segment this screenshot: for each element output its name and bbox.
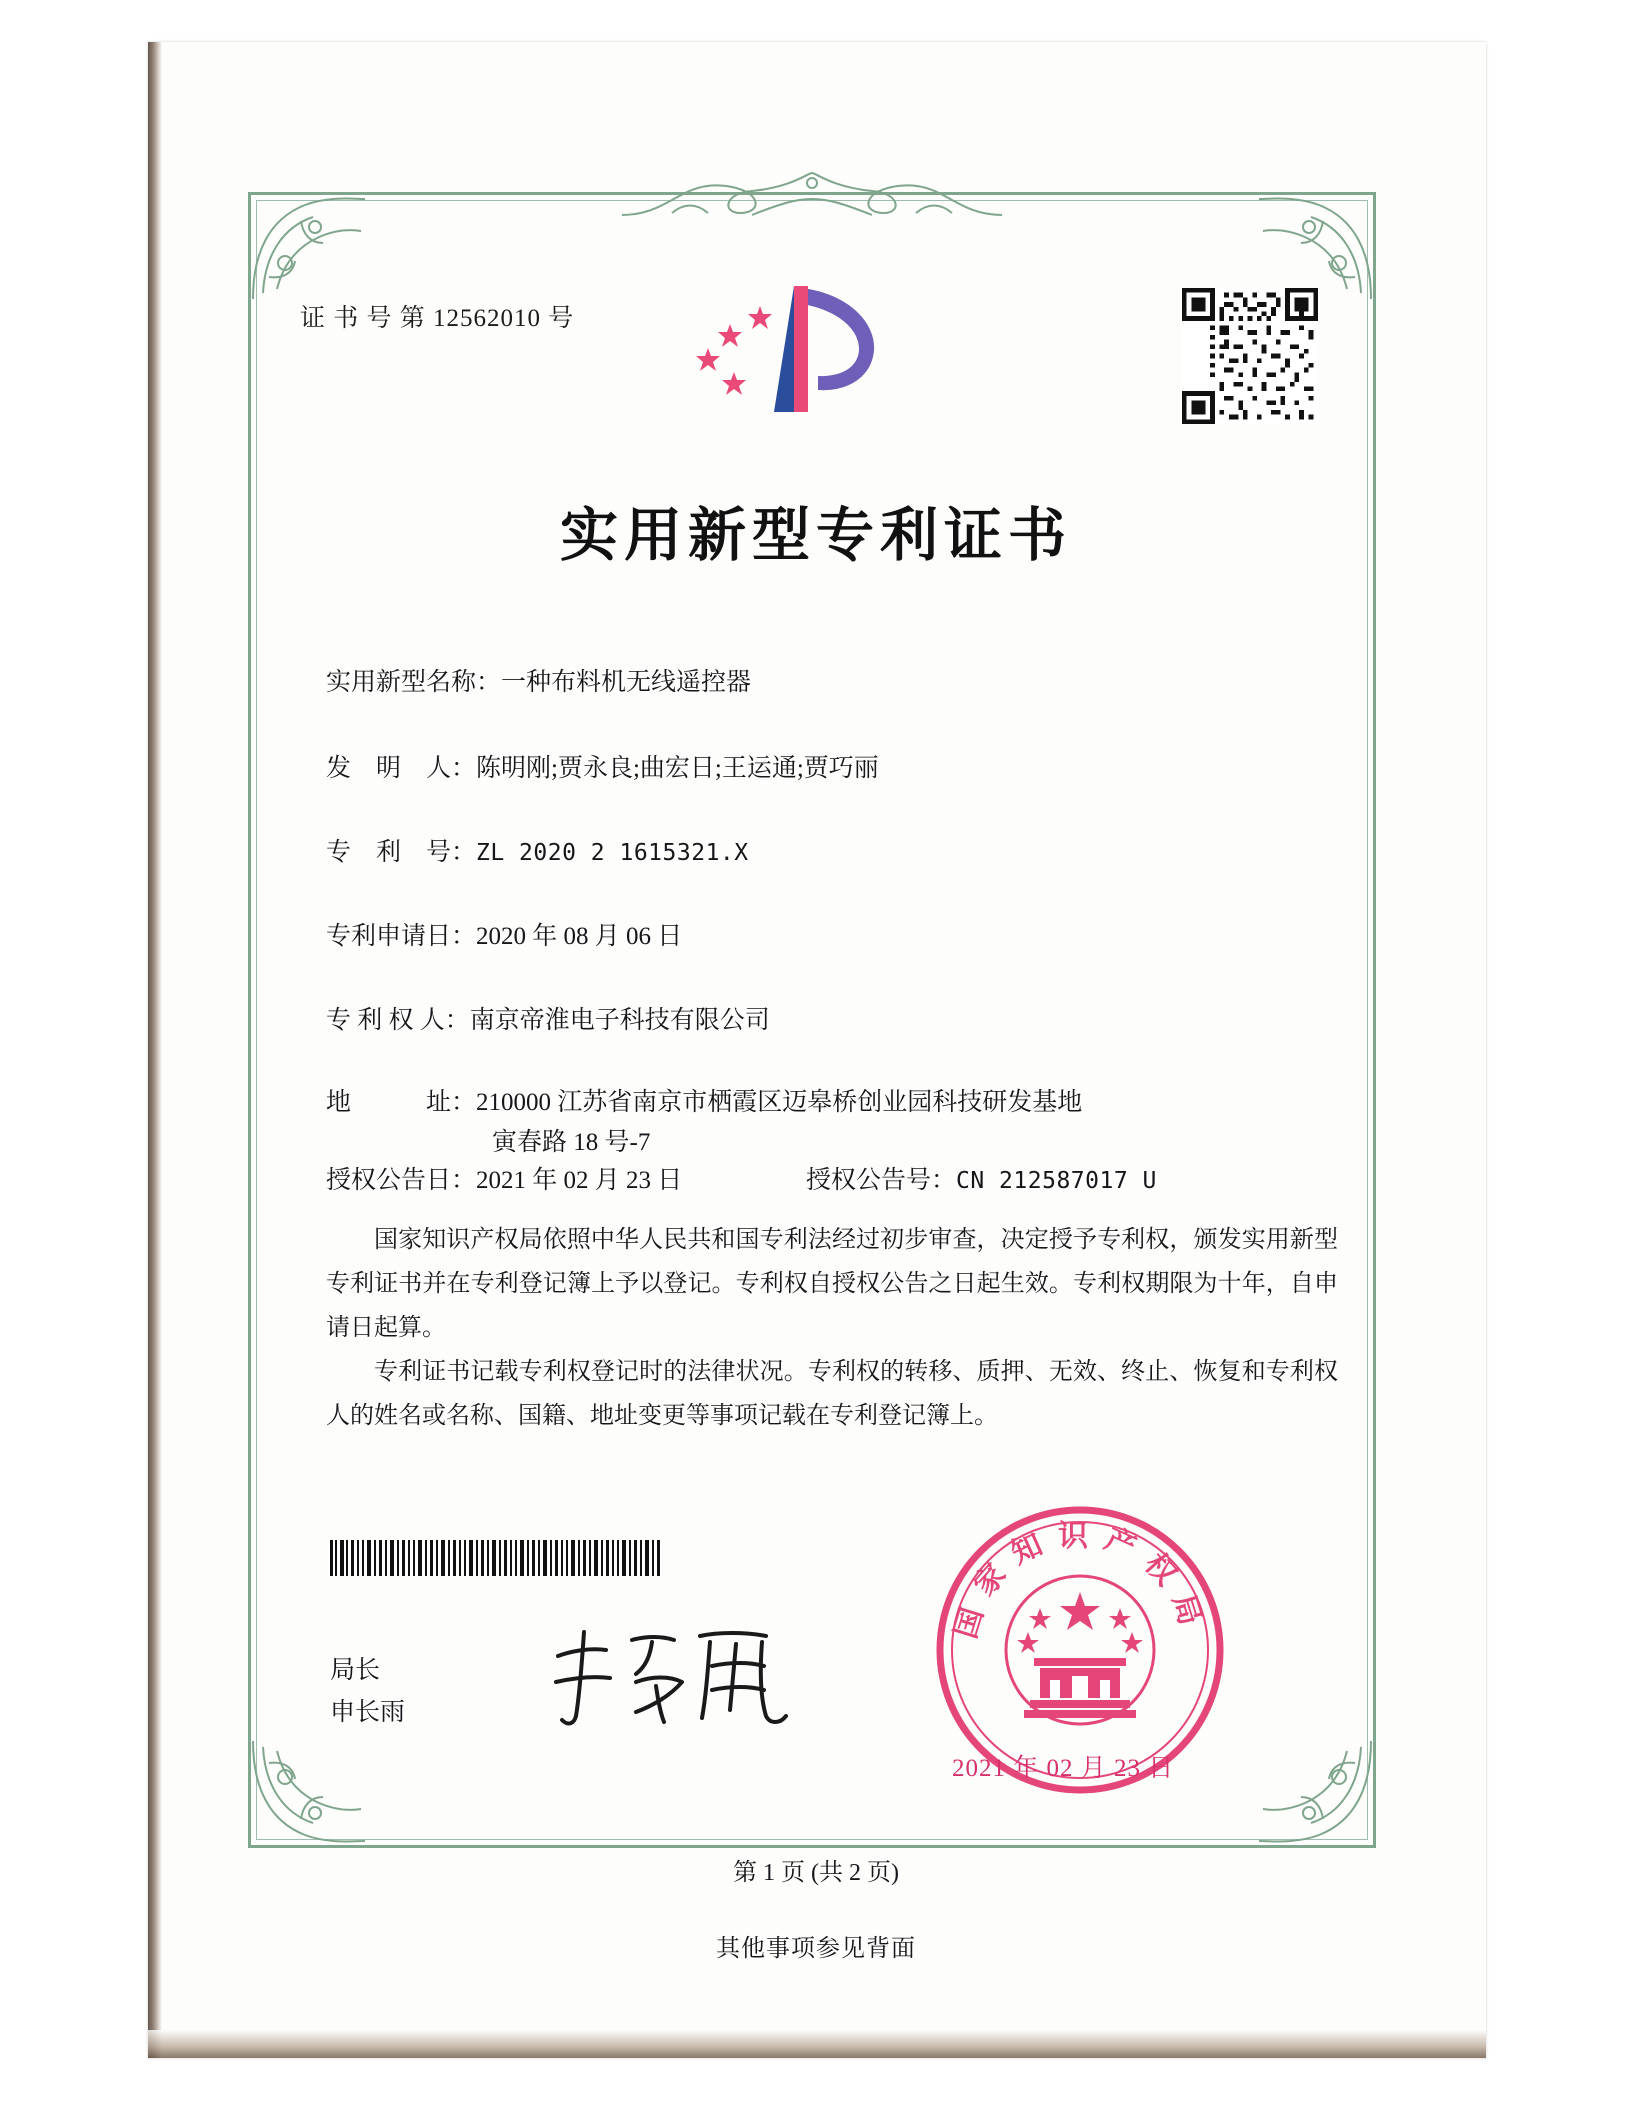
field-label: 发 明 人： [326,755,477,782]
field-grant-date [326,1160,682,1196]
cnipa-logo-icon [690,280,900,420]
legal-body-text [326,1218,1338,1438]
director-title: 局长 [330,1657,381,1684]
field-label: 专利申请日： [326,923,477,950]
corner-ornament-bottom-left [249,1737,369,1847]
director-name: 申长雨 [330,1699,406,1726]
field-inventor [326,748,879,784]
legal-paragraph-2: 专利证书记载专利权登记时的法律状况。专利权的转移、质押、无效、终止、恢复和专利权人的姓名或名称、国籍、地址变更等事项记载在专利登记簿上。 [326,1359,1338,1429]
field-label: 授权公告日： [326,1167,477,1194]
field-address [326,1082,1082,1118]
seal-date: 2021 年 02 月 23 日 [952,1755,1175,1782]
page-number: 第 1 页 (共 2 页) [733,1860,899,1886]
field-patentee [326,1000,770,1036]
barcode-icon [330,1540,662,1576]
field-value: 陈明刚;贾永良;曲宏日;王运通;贾巧丽 [476,755,879,782]
corner-ornament-top-left [249,193,369,303]
field-value: ZL 2020 2 1615321.X [476,840,749,866]
legal-paragraph-1: 国家知识产权局依照中华人民共和国专利法经过初步审查，决定授予专利权，颁发实用新型专利证书并在专利登记簿上予以登记。专利权自授权公告之日起生效。专利权期限为十年，自申请日起算。 [326,1227,1338,1341]
field-label: 专 利 权 人： [326,1007,470,1034]
scan-edge-shadow-left [148,42,162,2058]
field-label: 地 址： [326,1089,477,1116]
field-label: 实用新型名称： [326,669,502,696]
field-value: 2021 年 02 月 23 日 [476,1167,683,1194]
svg-text:国家知识产权局: 国家知识产权局 [948,1519,1212,1643]
certificate-number: 证 书 号 第 12562010 号 [300,305,575,332]
corner-ornament-bottom-right [1255,1737,1375,1847]
field-value: CN 212587017 U [956,1168,1157,1194]
field-value: 210000 江苏省南京市栖霞区迈皋桥创业园科技研发基地 [476,1089,1083,1116]
field-label: 专 利 号： [326,839,477,866]
qr-code-icon [1182,288,1318,424]
field-value: 南京帝淮电子科技有限公司 [469,1007,770,1034]
corner-ornament-top-right [1255,193,1375,303]
footer-note: 其他事项参见背面 [716,1936,916,1962]
field-value: 2020 年 08 月 06 日 [476,923,683,950]
field-address-line2: 寅春路 18 号-7 [492,1129,651,1156]
scan-edge-shadow-bottom [148,2030,1486,2058]
handwritten-signature-icon [540,1620,840,1730]
field-value: 一种布料机无线遥控器 [501,669,752,696]
page-title: 实用新型专利证书 [559,501,1072,569]
field-label: 授权公告号： [806,1167,957,1194]
field-patent-number [326,832,749,868]
field-application-date [326,916,682,952]
field-grant-number [806,1160,1157,1196]
director-block [330,1650,405,1734]
top-flourish-ornament [612,169,1012,221]
field-utility-model-name [326,662,751,698]
